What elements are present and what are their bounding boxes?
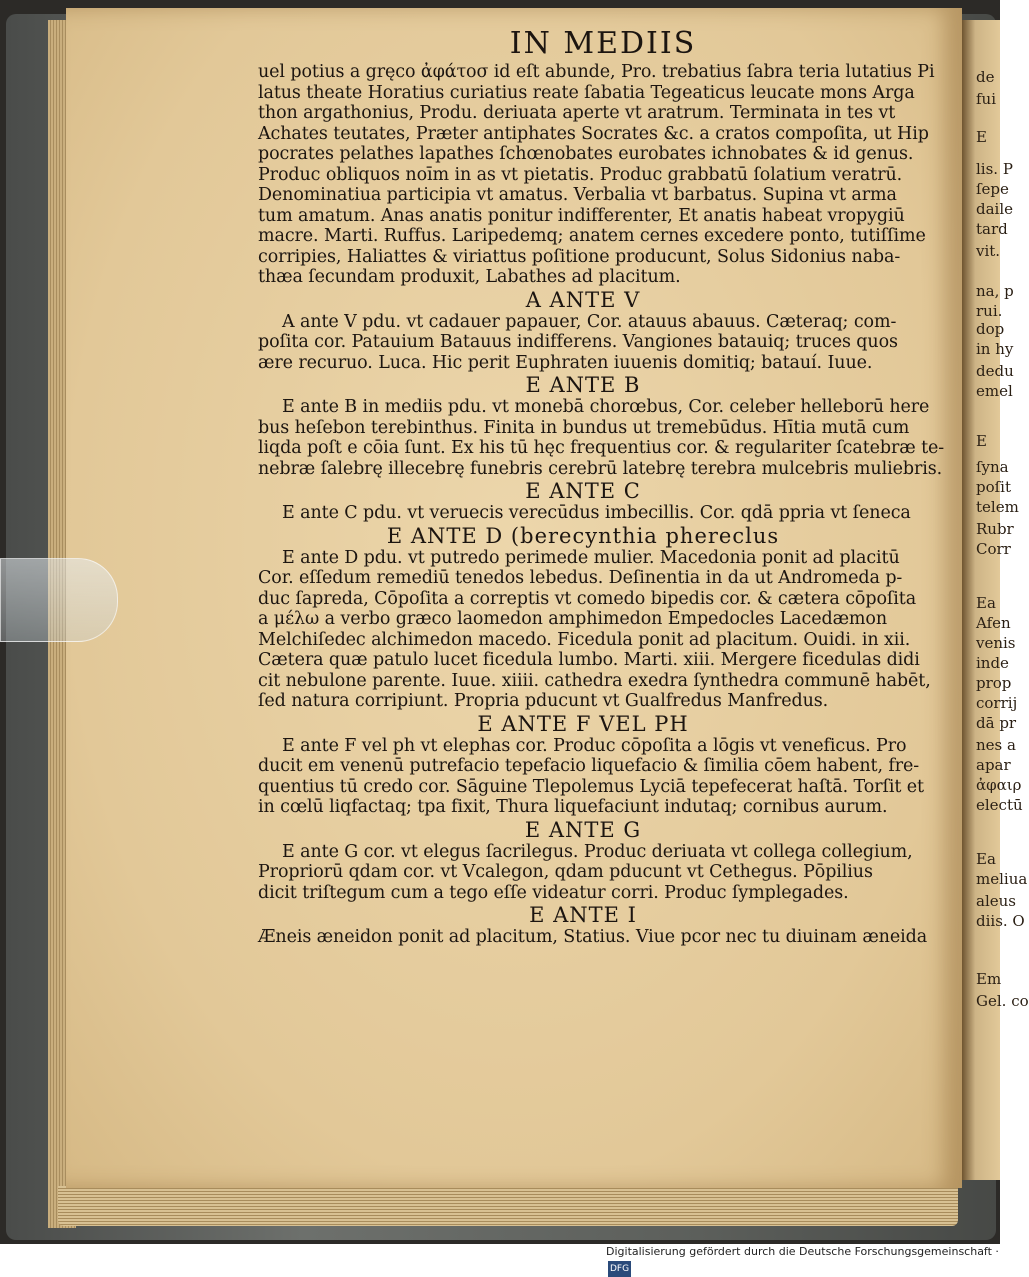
right-page-fragment: telem — [976, 498, 1019, 516]
right-page-fragment: Afen — [976, 614, 1011, 632]
text-line: latus theate Horatius curiatius reate ſabatia Tegeaticus leucate mons Arga — [258, 82, 915, 103]
right-page-fragment: dop — [976, 320, 1005, 338]
text-line: thon argathonius, Produ. deriuata aperte vt aratrum. Terminata in tes vt — [258, 103, 896, 123]
right-page-fragment: Gel. co — [976, 992, 1029, 1010]
right-page-fragment: Rubr — [976, 520, 1014, 538]
text-line: Cætera quæ patulo lucet ficedula lumbo. Marti. xiii. Mergere ficedulas didi — [258, 650, 920, 670]
right-page-fragment: venis — [976, 634, 1016, 652]
right-page-fragment: Ea — [976, 850, 996, 868]
right-page-fragment: in hy — [976, 340, 1014, 358]
text-line: Propriorū qdam cor. vt Vcalegon, qdam pducunt vt Cethegus. Pōpilius — [258, 862, 873, 882]
text-line: Achates teutates, Præter antiphates Socrates &c. a cratos compoſita, ut Hip — [258, 123, 929, 144]
right-page-fragment: de — [976, 68, 995, 86]
text-line: in cœlū liqfactaq; tpa fixit, Thura liquefaciunt indutaq; cornibus aurum. — [258, 797, 888, 817]
right-page-fragment: na, p — [976, 282, 1014, 300]
right-page-fragment: lis. P — [976, 160, 1013, 178]
text-line: Æneis æneidon ponit ad placitum, Statius. Viue pcor nec tu diuinam æneida — [258, 927, 928, 947]
text-line: cit nebulone parente. Iuue. xiiii. cathedra exedra ſynthedra communē habēt, — [258, 670, 931, 691]
text-line: dicit triſtegum cum a tego eſſe videatur corri. Produc ſymplegades. — [258, 882, 849, 903]
text-line: tum amatum. Anas anatis ponitur indifferenter, Et anatis habeat vropygiū — [258, 205, 905, 226]
digitization-footer — [606, 1244, 1000, 1274]
right-page-fragment: daile — [976, 200, 1014, 218]
right-page-fragment: Corr — [976, 540, 1011, 558]
section-heading: E ANTE D (berecynthia phereclus — [386, 523, 780, 548]
text-line: ſed natura corripiunt. Propria pducunt vt Gualfredus Manfredus. — [258, 691, 829, 711]
right-page-fragment: dā pr — [976, 714, 1017, 732]
page-edges-bottom — [58, 1186, 958, 1226]
page-text — [258, 26, 945, 948]
right-page-fragment: rui. — [976, 302, 1003, 320]
glass-page-clip — [0, 558, 118, 642]
section-heading: E ANTE I — [529, 903, 637, 927]
dfg-logo: DFG — [608, 1261, 631, 1277]
text-lines — [258, 62, 945, 948]
text-line: quentius tū credo cor. Sāguine Tlepolemus Lyciā tepefecerat haſtā. Torſit et — [258, 776, 924, 797]
right-page-fragment: diis. O — [976, 912, 1025, 930]
right-page-fragment: ſyna — [976, 458, 1009, 476]
right-page-fragment: poſit — [976, 478, 1012, 496]
text-line: nebræ ſalebrę illecebrę funebris cerebrū latebrę terebra mulcebris muliebris. — [258, 458, 943, 479]
right-page-fragment: apar — [976, 756, 1011, 774]
text-line: Melchiſedec alchimedon macedo. Ficedula ponit ad placitum. Ouidi. in xii. — [258, 629, 911, 650]
text-line: E ante D pdu. vt putredo perimede mulier. Macedonia ponit ad placitū — [282, 547, 900, 568]
right-page-fragment: meliua — [976, 870, 1028, 888]
text-line: E ante G cor. vt elegus ſacrilegus. Produc deriuata vt collega collegium, — [282, 841, 913, 862]
right-page-fragment: Ea — [976, 594, 996, 612]
text-line: pocrates pelathes lapathes ſchœnobates eurobates ichnobates & id genus. — [258, 144, 914, 164]
text-line: uel potius a gręco ἀφάτοσ id eſt abunde, Pro. trebatius ſabra teria lutatius Pi — [258, 62, 935, 82]
text-line: corripies, Haliattes & viriattus poſitione producunt, Solus Sidonius naba- — [258, 246, 901, 267]
text-line: A ante V pdu. vt cadauer papauer, Cor. atauus abauus. Cæteraq; com- — [282, 311, 897, 332]
section-heading: E ANTE G — [524, 817, 642, 842]
section-heading: E ANTE B — [525, 373, 641, 397]
text-line: E ante F vel ph vt elephas cor. Produc cōpoſita a lōgis vt veneficus. Pro — [282, 735, 907, 756]
section-heading: A ANTE V — [525, 287, 641, 312]
footer-text: Digitalisierung gefördert durch die Deutsche Forschungsgemeinschaft · — [606, 1245, 999, 1258]
right-page-fragment: corrij — [976, 694, 1018, 712]
right-page-fragment: aleus — [976, 892, 1016, 910]
text-line: duc ſapreda, Cōpoſita a correptis vt comedo bipedis cor. & cætera cōpoſita — [258, 588, 917, 609]
text-line: bus heſebon terebinthus. Finita in bundus ut tremebūdus. Hītia mutā cum — [258, 417, 910, 438]
text-line: Produc obliquos noīm in as vt pietatis. Produc grabbatū ſolatium veratrū. — [258, 164, 903, 185]
section-heading: E ANTE C — [525, 479, 641, 503]
section-heading: E ANTE F VEL PH — [477, 711, 689, 736]
right-page-fragment: ἀφαιρ — [976, 776, 1022, 794]
text-line: ducit em venenū putrefacio tepefacio liquefacio & ſimilia cōem habent, fre- — [258, 756, 920, 776]
right-page-fragment: inde — [976, 654, 1009, 672]
right-page-fragment: ſepe — [976, 180, 1009, 198]
text-line: E ante C pdu. vt veruecis verecūdus imbecillis. Cor. qdā ppria vt ſeneca — [282, 503, 911, 523]
text-line: poſita cor. Patauium Batauus indifferens. Vangiones batauiq; truces quos — [258, 332, 898, 352]
text-line: a μέλω a verbo græco laomedon amphimedon Empedocles Lacedæmon — [258, 609, 888, 629]
right-page-fragment: dedu — [976, 362, 1014, 380]
right-page-edge — [962, 20, 1029, 1180]
right-page-fragment: nes a — [976, 736, 1016, 754]
text-line: Denominatiua participia vt amatus. Verbalia vt barbatus. Supina vt arma — [258, 185, 897, 205]
right-page-fragment: Em — [976, 970, 1002, 988]
right-page-fragment: emel — [976, 382, 1013, 400]
text-line: Cor. eſſedum remediū tenedos lebedus. Deſinentia in da ut Andromeda p- — [258, 568, 903, 588]
right-page-fragment: fui — [976, 90, 997, 108]
text-line: liqda poſt e cōia ſunt. Ex his tū hęc frequentius cor. & regulariter ſcatebræ te- — [258, 438, 945, 458]
right-page-fragment: prop — [976, 674, 1012, 692]
text-line: thæa ſecundam produxit, Labathes ad placitum. — [258, 267, 681, 287]
right-page-fragment: E — [976, 432, 987, 450]
running-head: IN MEDIIS — [509, 26, 697, 61]
right-page-fragment: E — [976, 128, 987, 146]
text-line: E ante B in mediis pdu. vt monebā chorœbus, Cor. celeber helleborū here — [282, 397, 930, 417]
right-page-fragment: tard — [976, 220, 1008, 238]
text-line: macre. Marti. Ruffus. Laripedemq; anatem cernes excedere ponto, tutiſſime — [258, 226, 926, 246]
text-line: ære recuruo. Luca. Hic perit Euphraten iuuenis domitiq; batauí. Iuue. — [258, 352, 873, 373]
right-page-fragment: electū — [976, 796, 1023, 814]
right-page-fragment: vit. — [976, 242, 1001, 260]
